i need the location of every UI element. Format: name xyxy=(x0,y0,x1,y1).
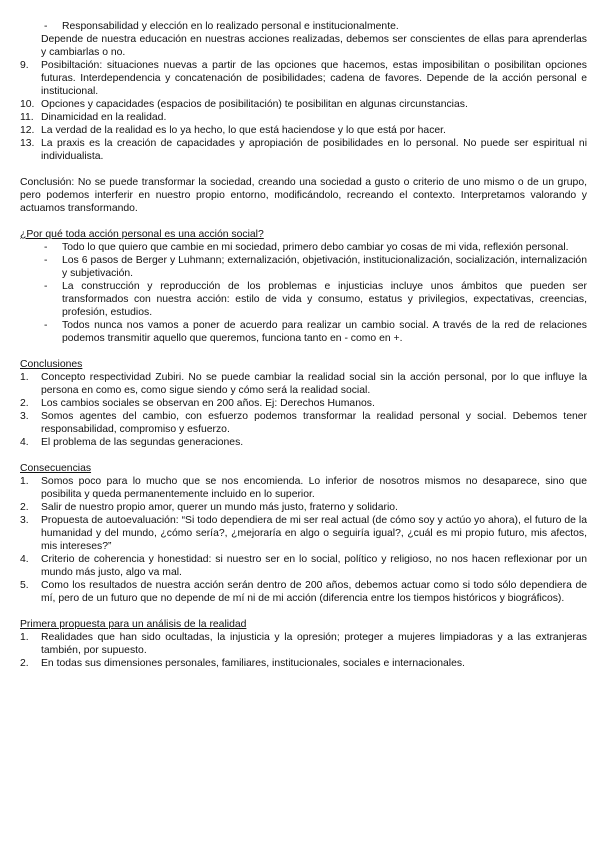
list-item xyxy=(20,124,587,137)
list-item xyxy=(20,111,587,124)
item-number: 3. xyxy=(20,515,29,526)
list-item xyxy=(20,20,587,33)
conclusiones-list xyxy=(20,371,587,449)
item-number: 1. xyxy=(20,372,29,383)
item-text: En todas sus dimensiones personales, familiares, institucionales, sociales e internacionales. xyxy=(41,658,465,669)
conclusiones-heading: Conclusiones xyxy=(20,359,83,370)
item-text: Todos nunca nos vamos a poner de acuerdo para realizar un cambio social. A través de la red de relaciones podemos transmitir aquello que queremos, funciona tanto en - como en +. xyxy=(62,320,587,344)
list-item xyxy=(20,514,587,553)
item-text: Concepto respectividad Zubiri. No se puede cambiar la realidad social sin la acción personal, por lo que influye la persona en como es, como sigue siendo y cómo será la realidad social. xyxy=(41,372,587,396)
item-number: 1. xyxy=(20,632,29,643)
consecuencias-list xyxy=(20,475,587,605)
list-item xyxy=(20,371,587,397)
item-number: 13. xyxy=(20,138,35,149)
list-item xyxy=(20,410,587,436)
list-item xyxy=(20,553,587,579)
list-item xyxy=(20,579,587,605)
item-number: 4. xyxy=(20,437,29,448)
item-number: 4. xyxy=(20,554,29,565)
list-item xyxy=(20,254,587,280)
list-item xyxy=(20,631,587,657)
list-item xyxy=(20,319,587,345)
item-number: 9. xyxy=(20,60,29,71)
propuesta-list xyxy=(20,631,587,670)
item-number: 10. xyxy=(20,99,35,110)
item-text: Criterio de coherencia y honestidad: si nuestro ser en lo social, político y religioso, no nos hacen reflexionar por un mundo más justo, algo va mal. xyxy=(41,554,587,578)
item-text: Opciones y capacidades (espacios de posibilitación) te posibilitan en algunas circunstancias. xyxy=(41,99,468,110)
propuesta-heading: Primera propuesta para un análisis de la realidad xyxy=(20,619,247,630)
item-text: La verdad de la realidad es lo ya hecho, lo que está haciendose y lo que está por hacer. xyxy=(41,125,446,136)
dash-marker: - xyxy=(44,281,48,292)
item-number: 5. xyxy=(20,580,29,591)
item-number: 2. xyxy=(20,658,29,669)
list-item xyxy=(20,475,587,501)
item-number: 3. xyxy=(20,411,29,422)
item-text: Los 6 pasos de Berger y Luhmann; externalización, objetivación, institucionalización, socialización, internalización y subjetivación. xyxy=(62,255,587,279)
why-heading: ¿Por qué toda acción personal es una acción social? xyxy=(20,229,264,240)
list-item xyxy=(20,241,587,254)
dash-marker: - xyxy=(44,242,48,253)
education-note: Depende de nuestra educación en nuestras acciones realizadas, debemos ser conscientes de ellas para aprenderlas y cambiarlas o no. xyxy=(41,34,587,58)
item-text: Somos poco para lo mucho que se nos encomienda. Lo inferior de nosotros mismos no desaparece, sino que posibilita y queda permanentemente incluido en lo superior. xyxy=(41,476,587,500)
list-item xyxy=(20,397,587,410)
item-number: 2. xyxy=(20,502,29,513)
item-text: Dinamicidad en la realidad. xyxy=(41,112,167,123)
numbered-list xyxy=(20,59,587,163)
dash-marker: - xyxy=(44,320,48,331)
list-item xyxy=(20,137,587,163)
list-item xyxy=(20,59,587,98)
consecuencias-heading: Consecuencias xyxy=(20,463,92,474)
why-list xyxy=(20,241,587,345)
item-text: Posibiltación: situaciones nuevas a partir de las opciones que hacemos, estas imposibilitan o posibilitan opciones futuras. Interdependencia y concatenación de posibilidades; cadena de favores. Depende de la acción personal e institucional. xyxy=(41,60,587,97)
item-text: Salir de nuestro propio amor, querer un mundo más justo, fraterno y solidario. xyxy=(41,502,398,513)
item-number: 2. xyxy=(20,398,29,409)
item-number: 1. xyxy=(20,476,29,487)
item-number: 11. xyxy=(20,112,34,123)
item-text: Somos agentes del cambio, con esfuerzo podemos transformar la realidad personal y social. Debemos tener responsabilidad, compromiso y esfuerzo. xyxy=(41,411,587,435)
item-text: La construcción y reproducción de los problemas e injusticias incluye unos ámbitos que pueden ser transformados con nuestra acción: estilo de vida y consumo, estatus y privilegios, expectativas, creencias, profesión, estudios. xyxy=(62,281,587,318)
item-text: Realidades que han sido ocultadas, la injusticia y la opresión; proteger a mujeres limpiadoras y a las extranjeras también, por supuesto. xyxy=(41,632,587,656)
list-item xyxy=(20,436,587,449)
item-text: Como los resultados de nuestra acción serán dentro de 200 años, debemos actuar como si todo sólo dependiera de mí, pero de un futuro que no depende de mí ni de mi acción (diferencia entre los tiempos históricos y biográficos). xyxy=(41,580,587,604)
list-item xyxy=(20,280,587,319)
item-text: Los cambios sociales se observan en 200 años. Ej: Derechos Humanos. xyxy=(41,398,375,409)
item-text: La praxis es la creación de capacidades y apropiación de posibilidades en lo personal. No puede ser espiritual ni individualista. xyxy=(41,138,587,162)
list-item xyxy=(20,501,587,514)
top-bullet-list xyxy=(20,20,587,33)
list-item xyxy=(20,98,587,111)
dash-marker: - xyxy=(44,21,48,32)
item-text: Todo lo que quiero que cambie en mi sociedad, primero debo cambiar yo cosas de mi vida, reflexión personal. xyxy=(62,242,569,253)
item-text: El problema de las segundas generaciones. xyxy=(41,437,244,448)
dash-marker: - xyxy=(44,255,48,266)
bullet-text: Responsabilidad y elección en lo realizado personal e institucionalmente. xyxy=(62,21,399,32)
item-text: Propuesta de autoevaluación: “Si todo dependiera de mi ser real actual (de cómo soy y actúo yo ahora), el futuro de la humanidad y del mundo, ¿cómo sería?, ¿mejoraría en algo o seguiría igual?, ¿cuál es mi propio futuro, mis afectos, mis intereses?” xyxy=(41,515,587,552)
list-item xyxy=(20,657,587,670)
conclusion-paragraph: Conclusión: No se puede transformar la sociedad, creando una sociedad a gusto o criterio de uno mismo o de un grupo, pero podemos interferir en nuestro propio entorno, modificándolo, recreando el contexto. Interpretamos valorando y actuamos transformando. xyxy=(20,177,587,214)
item-number: 12. xyxy=(20,125,35,136)
